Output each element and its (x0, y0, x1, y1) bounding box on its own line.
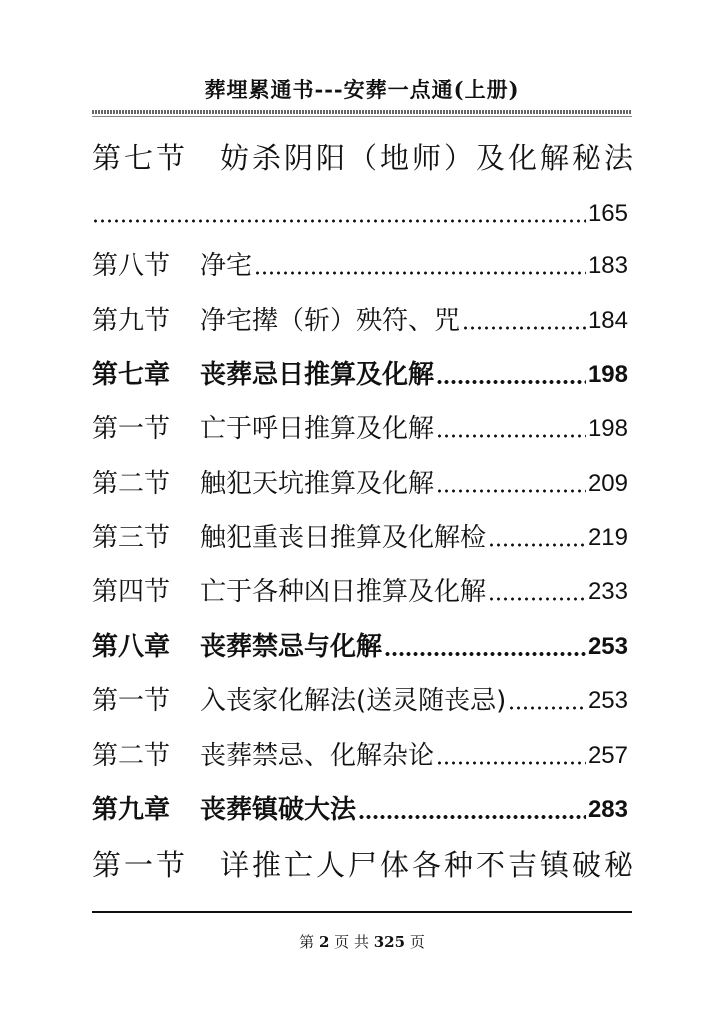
toc-entry (92, 301, 628, 341)
toc-entry-page: 183 (587, 252, 628, 279)
toc-entry-page: 198 (587, 415, 628, 442)
toc-entry-title: 丧葬忌日推算及化解 (200, 360, 435, 390)
dot-leader (436, 433, 586, 439)
toc-chapter (92, 790, 628, 830)
toc-entry-page: 184 (587, 307, 628, 334)
toc-entry-page: 165 (587, 200, 628, 227)
toc-entry (92, 138, 637, 178)
footer-page-number: 2 (318, 933, 330, 951)
toc-entry-title: 亡于各种凶日推算及化解 (200, 577, 487, 607)
toc-entry-page: 198 (587, 361, 628, 388)
dot-leader (508, 705, 586, 711)
toc-entry-number: 第一节 (92, 686, 171, 716)
dot-leader (436, 379, 586, 385)
dot-leader (384, 651, 586, 657)
toc-entry-continuation (92, 194, 628, 234)
dot-leader (488, 596, 586, 602)
toc-entry-title: 丧葬禁忌与化解 (200, 632, 383, 662)
toc-entry-page: 283 (587, 796, 628, 823)
dot-leader (436, 488, 586, 494)
toc-entry-page: 253 (587, 687, 628, 714)
page-footer (0, 931, 724, 952)
toc-entry-number: 第八章 (92, 632, 171, 662)
toc-entry (92, 736, 628, 776)
toc-entry-number: 第七节 (92, 141, 189, 175)
toc-entry-title: 丧葬镇破大法 (200, 795, 357, 825)
toc-entry (92, 246, 628, 286)
dot-leader (436, 760, 586, 766)
footer-suffix: 页 (409, 933, 425, 951)
toc-chapter (92, 355, 628, 395)
toc-entry-number: 第一节 (92, 414, 171, 444)
toc-entry (92, 572, 628, 612)
toc-entry-page: 219 (587, 524, 628, 551)
toc-entry-number: 第二节 (92, 469, 171, 499)
dot-leader (462, 325, 586, 331)
toc-entry-number: 第八节 (92, 251, 171, 281)
toc-entry-page: 233 (587, 578, 628, 605)
toc-entry-number: 第九节 (92, 306, 171, 336)
toc-entry-number: 第三节 (92, 523, 171, 553)
toc-entry-page: 257 (587, 742, 628, 769)
dot-leader (488, 542, 586, 548)
toc-entry (92, 845, 637, 885)
footer-prefix: 第 (299, 933, 315, 951)
dot-leader (254, 270, 586, 276)
toc-entry (92, 409, 628, 449)
toc-entry-title: 净宅撵（斩）殃符、咒 (200, 306, 461, 336)
toc-entry-number: 第一节 (92, 848, 189, 882)
running-header: 葬埋累通书---安葬一点通(上册) (204, 77, 520, 102)
toc-entry-page: 209 (587, 470, 628, 497)
toc-entry-title: 触犯重丧日推算及化解检 (200, 523, 487, 553)
toc-entry-page: 253 (587, 633, 628, 660)
dot-leader (92, 218, 586, 224)
toc-entry-title: 丧葬禁忌、化解杂论 (200, 741, 435, 771)
dot-leader (358, 814, 586, 820)
toc-entry-number: 第二节 (92, 741, 171, 771)
toc-entry-number: 第七章 (92, 360, 171, 390)
footer-middle: 页 共 (334, 933, 369, 951)
toc-entry (92, 518, 628, 558)
toc-entry-number: 第九章 (92, 795, 171, 825)
toc-entry-title: 详推亡人尸体各种不吉镇破秘 (220, 848, 637, 882)
toc-entry-title: 亡于呼日推算及化解 (200, 414, 435, 444)
toc-entry-number: 第四节 (92, 577, 171, 607)
footer-total-pages: 325 (373, 933, 406, 951)
toc-chapter (92, 627, 628, 667)
toc-entry-title: 触犯天坑推算及化解 (200, 469, 435, 499)
toc-entry (92, 681, 628, 721)
toc-entry-title: 净宅 (200, 251, 253, 281)
toc-entry (92, 464, 628, 504)
footer-rule (92, 911, 632, 913)
toc-entry-title: 入丧家化解法(送灵随丧忌) (200, 686, 507, 716)
toc-entry-title: 妨杀阴阳（地师）及化解秘法 (220, 141, 637, 175)
